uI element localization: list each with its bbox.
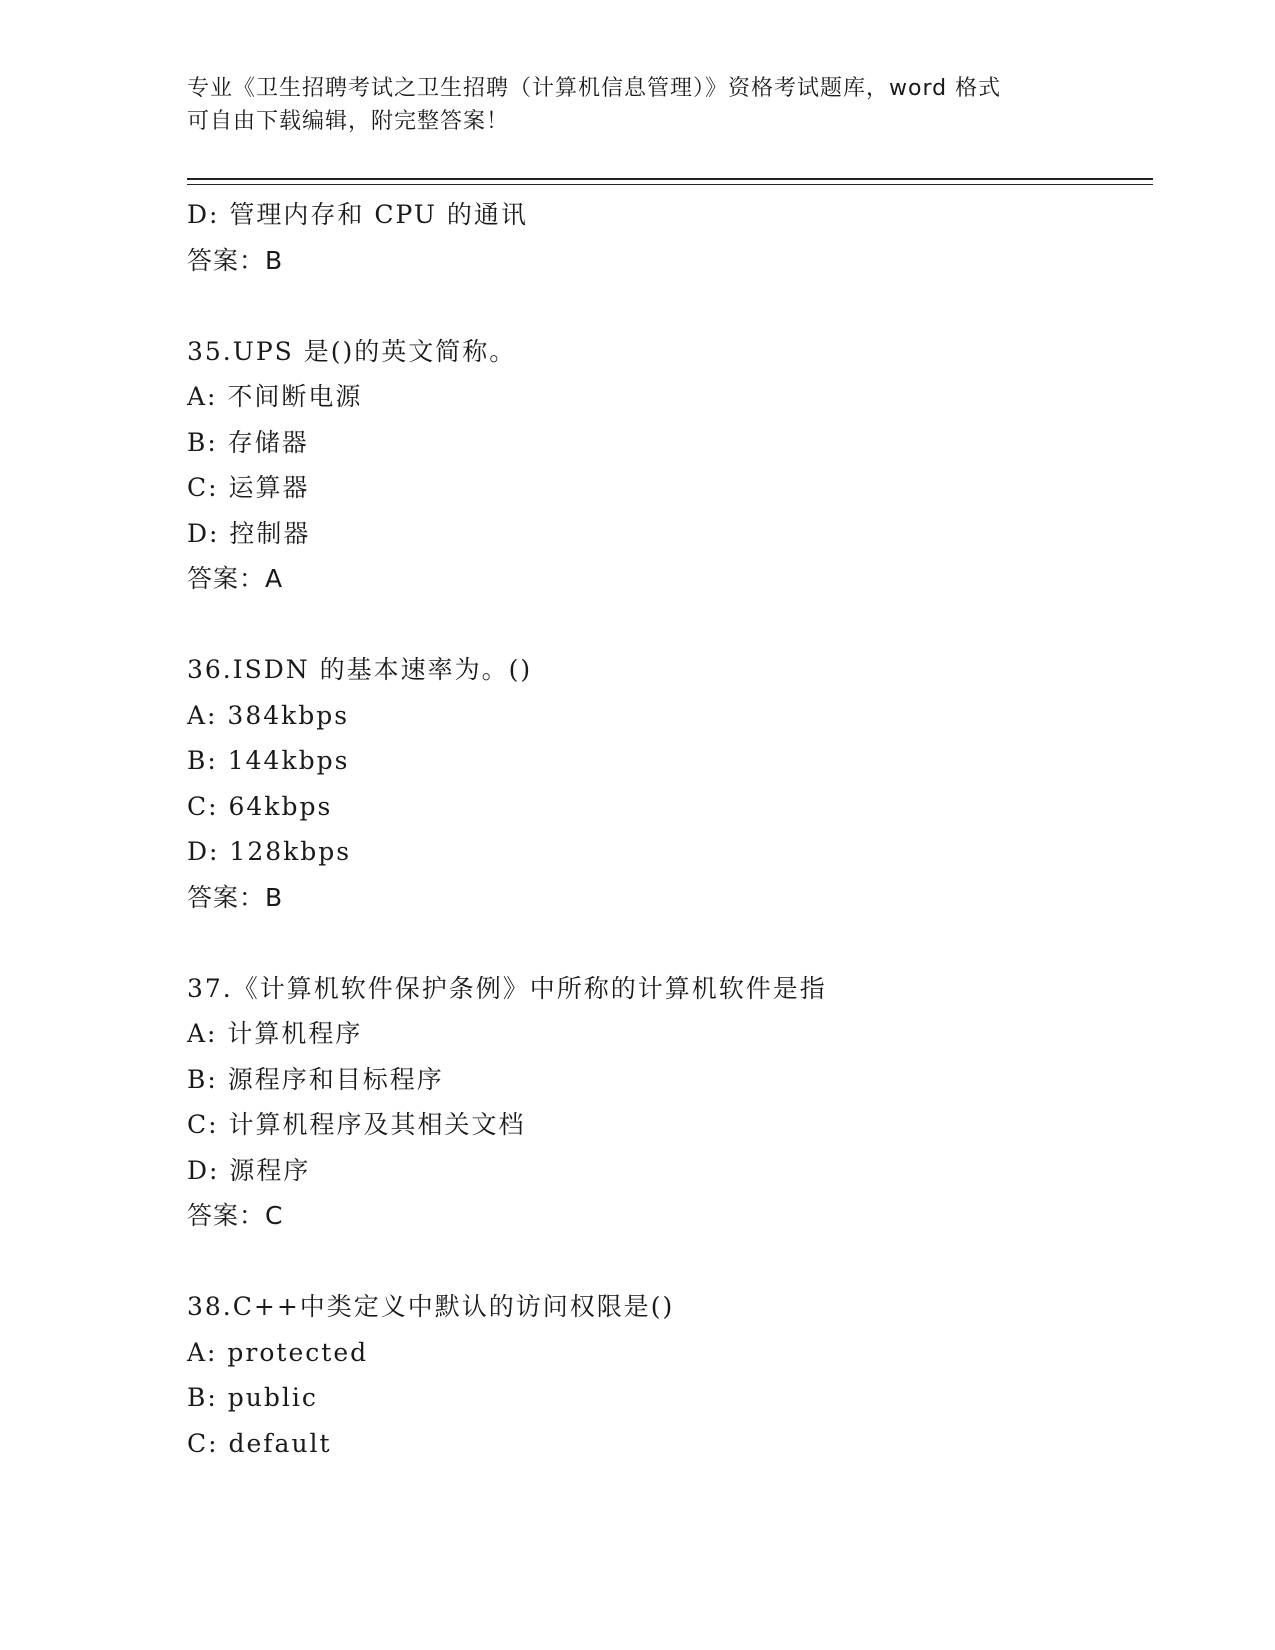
question-38	[187, 1284, 1153, 1466]
option-b: B: public	[187, 1383, 318, 1412]
option-b: B: 存储器	[187, 427, 309, 457]
prev-question-option-d: D: 管理内存和 CPU 的通讯	[187, 200, 528, 229]
header-divider-thick	[187, 178, 1153, 180]
question-stem: 35.UPS 是()的英文简称。	[187, 336, 517, 366]
question-list	[187, 192, 1153, 1466]
question-37	[187, 966, 1153, 1239]
option-a: A: protected	[187, 1337, 369, 1367]
question-35	[187, 329, 1153, 602]
question-36	[187, 647, 1153, 920]
answer-line: 答案：C	[187, 1201, 284, 1230]
option-d: D: 128kbps	[187, 837, 352, 866]
header-divider-thin	[187, 184, 1153, 185]
option-b: B: 144kbps	[187, 746, 350, 775]
option-c: C: 运算器	[187, 473, 310, 502]
option-b: B: 源程序和目标程序	[187, 1064, 444, 1094]
header-title-line-2: 可自由下载编辑，附完整答案！	[187, 109, 510, 134]
question-stem: 37.《计算机软件保护条例》中所称的计算机软件是指	[187, 973, 827, 1003]
question-gap	[187, 283, 1153, 329]
option-d: D: 源程序	[187, 1155, 311, 1185]
answer-line: 答案：B	[187, 882, 284, 912]
option-d: D: 控制器	[187, 518, 311, 548]
header-title-line-1: 专业《卫生招聘考试之卫生招聘（计算机信息管理）》资格考试题库，word 格式	[187, 76, 1002, 101]
question-gap	[187, 920, 1153, 966]
question-stem: 38.C++中类定义中默认的访问权限是()	[187, 1292, 675, 1321]
question-gap	[187, 602, 1153, 648]
option-a: A: 不间断电源	[187, 382, 363, 411]
option-a: A: 384kbps	[187, 700, 350, 730]
option-a: A: 计算机程序	[187, 1019, 363, 1048]
prev-question-answer: 答案：B	[187, 245, 284, 275]
question-gap	[187, 1239, 1153, 1285]
option-c: C: 计算机程序及其相关文档	[187, 1110, 526, 1139]
option-c: C: default	[187, 1428, 332, 1458]
answer-line: 答案：A	[187, 564, 284, 593]
document-header	[187, 72, 1087, 138]
option-c: C: 64kbps	[187, 791, 333, 821]
question-stem: 36.ISDN 的基本速率为。()	[187, 655, 533, 684]
